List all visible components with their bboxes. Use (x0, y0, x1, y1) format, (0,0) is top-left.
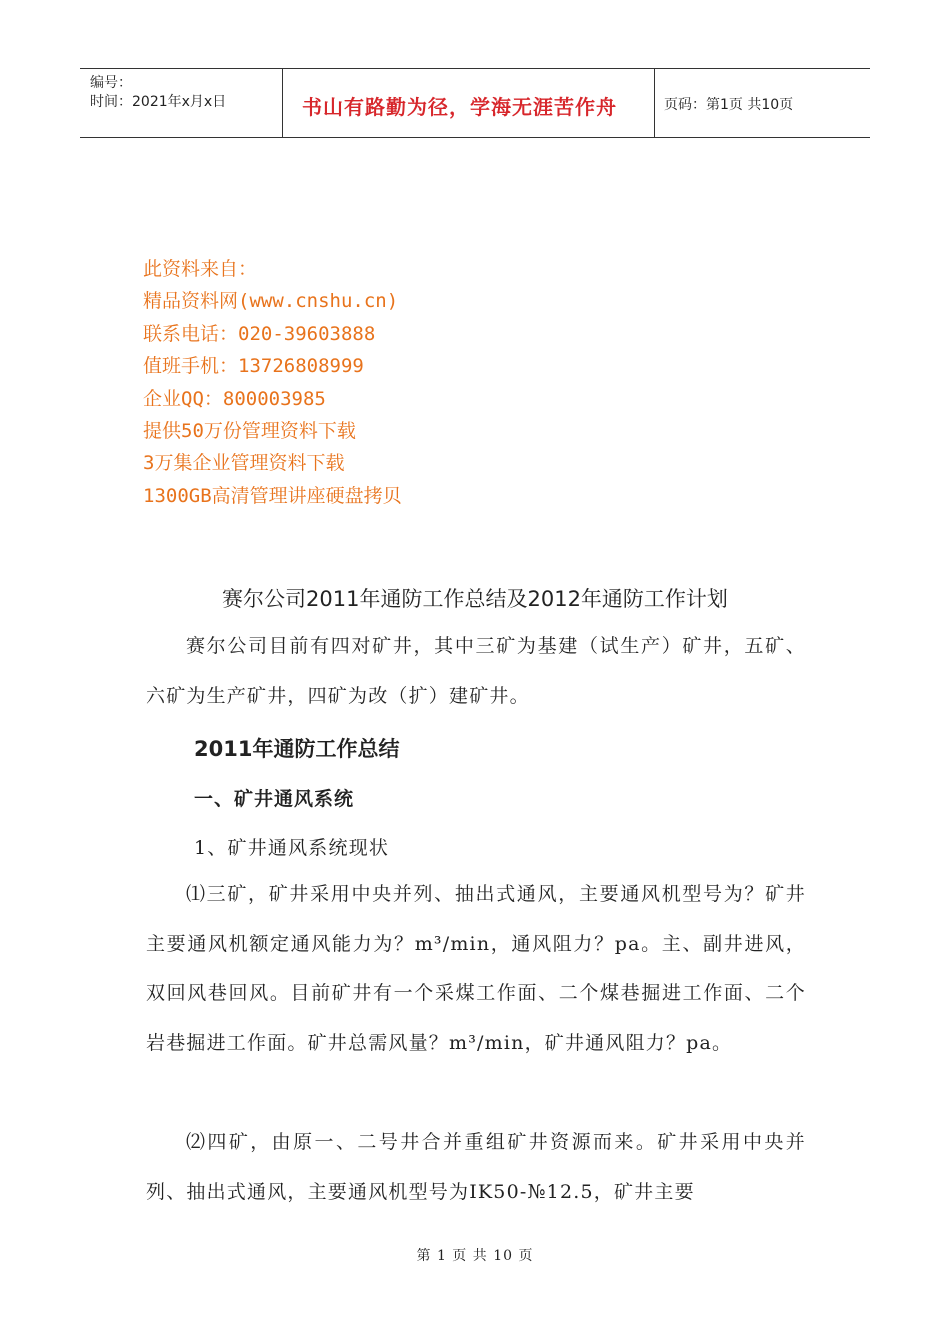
intro-paragraph: 赛尔公司目前有四对矿井，其中三矿为基建（试生产）矿井，五矿、六矿为生产矿井，四矿为改（扩）建矿井。 (146, 635, 806, 707)
document-title: 赛尔公司2011年通防工作总结及2012年通防工作计划 (222, 587, 728, 611)
body-paragraph: ⑴三矿，矿井采用中央并列、抽出式通风，主要通风机型号为？矿井主要通风机额定通风能力为？m³/min，通风阻力？pa。主、副井进风，双回风巷回风。目前矿井有一个采煤工作面、二个煤巷掘进工作面、二个岩巷掘进工作面。矿井总需风量？m³/min，矿井通风阻力？pa。 (146, 883, 806, 1054)
header-meta-cell (80, 69, 283, 137)
promo-line: 值班手机：13726808999 (143, 355, 364, 378)
body-paragraph: ⑵四矿，由原一、二号井合并重组矿井资源而来。矿井采用中央并列、抽出式通风，主要通风机型号为IK50-№12.5，矿井主要 (146, 1131, 806, 1203)
document-time-label: 时间：2021年x月x日 (90, 94, 227, 110)
promo-line: 此资料来自： (143, 258, 258, 280)
header-motto: 书山有路勤为径，学海无涯苦作舟 (302, 95, 617, 119)
promo-line: 3万集企业管理资料下载 (143, 452, 345, 475)
section-heading: 一、矿井通风系统 (194, 788, 355, 810)
header-page-info: 页码：第1页 共10页 (664, 97, 794, 113)
header-page-cell (654, 69, 870, 137)
subsection-heading: 1、矿井通风系统现状 (194, 837, 390, 859)
promo-line: 企业QQ：800003985 (143, 387, 326, 410)
promo-line: 提供50万份管理资料下载 (143, 420, 356, 443)
promo-line: 精品资料网(www.cnshu.cn) (143, 290, 399, 313)
summary-heading: 2011年通防工作总结 (194, 737, 400, 761)
promo-line: 1300GB高清管理讲座硬盘拷贝 (143, 484, 402, 507)
document-number-label: 编号： (90, 75, 132, 91)
header-motto-cell (282, 69, 655, 137)
promo-line: 联系电话：020-39603888 (143, 322, 376, 345)
promo-block (143, 253, 402, 512)
page-footer: 第 1 页 共 10 页 (416, 1248, 534, 1264)
header-table (80, 68, 870, 138)
